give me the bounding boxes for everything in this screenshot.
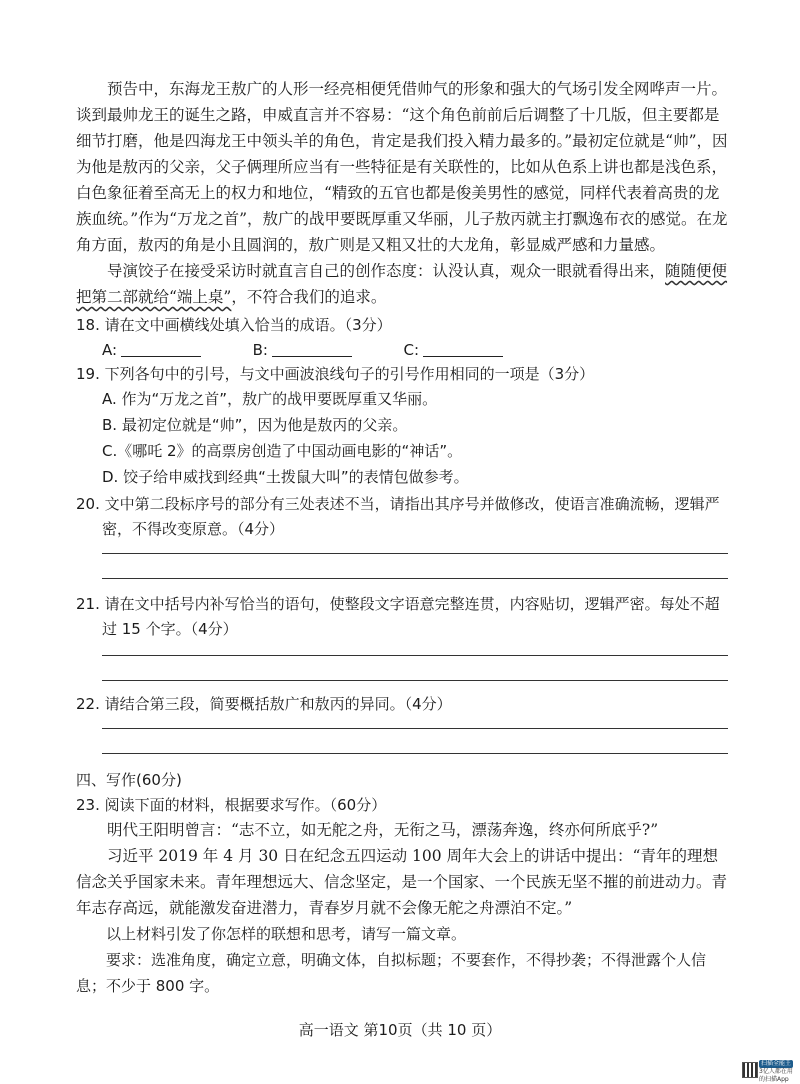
q18-blank-a[interactable] xyxy=(121,340,201,357)
section-4-title: 四、写作(60分) xyxy=(76,771,182,789)
q18-label-b: B: xyxy=(252,341,268,359)
question-18: 18. 请在文中画横线处填入恰当的成语。（3分） xyxy=(76,316,392,334)
question-19: 19. 下列各句中的引号，与文中画波浪线句子的引号作用相同的一项是（3分） xyxy=(76,365,595,383)
page-footer: 高一语文 第10页（共 10 页） xyxy=(298,1021,502,1039)
question-23: 23. 阅读下面的材料，根据要求写作。（60分） xyxy=(76,796,387,814)
q19-option-c: C.《哪吒 2》的高票房创造了中国动画电影的“神话”。 xyxy=(102,442,463,460)
q23-prompt: 以上材料引发了你怎样的联想和思考，请写一篇文章。 xyxy=(106,925,467,943)
passage-paragraph-1: 预告中，东海龙王敖广的人形一经亮相便凭借帅气的形象和强大的气场引发全网哗声一片。谈到最帅龙王的诞生之路，申威直言并不容易：“这个角色前前后后调整了十几版，但主要都是细节打磨，他是四海龙王中领头羊的角色，肯定是我们投入精力最多的。”最初定位就是“帅”，因为他是敖丙的父亲，父子俩理所应当有一些特征是有关联性的，比如从色系上讲也都是浅色系，白色象征着至高无上的权力和地位，“精致的五官也都是俊美男性的感觉，同样代表着高贵的龙族血统。”作为“万龙之首”，敖广的战甲要既厚重又华丽，儿子敖丙就主打飘逸布衣的感觉。在龙角方面，敖丙的角是小且圆润的，敖广则是又粗又壮的大龙角，彰显威严感和力量感。 xyxy=(76,80,728,254)
passage-p2-end: ，不符合我们的追求。 xyxy=(231,288,387,306)
question-22: 22. 请结合第三段，简要概括敖广和敖丙的异同。（4分） xyxy=(76,695,452,713)
q21-answer-line-2[interactable] xyxy=(102,680,728,681)
q19-option-a: A. 作为“万龙之首”，敖广的战甲要既厚重又华丽。 xyxy=(102,390,438,408)
q18-blank-b[interactable] xyxy=(272,340,352,357)
question-21-line-1: 21. 请在文中括号内补写恰当的语句，使整段文字语意完整连贯，内容贴切，逻辑严密。每处不超 xyxy=(76,595,720,613)
passage-p2-start: 导演饺子在接受采访时就直言自己的创作态度：认没认真，观众一眼就看得出来， xyxy=(107,262,666,280)
q22-answer-line-2[interactable] xyxy=(102,753,728,754)
q23-material xyxy=(76,817,728,999)
q19-option-b: B. 最初定位就是“帅”，因为他是敖丙的父亲。 xyxy=(102,416,408,434)
q23-material-2: 习近平 2019 年 4 月 30 日在纪念五四运动 100 周年大会上的讲话中提出：“青年的理想信念关乎国家未来。青年理想远大、信念坚定，是一个国家、一个民族无坚不摧的前进动力。青年志存高远，就能激发奋进潜力，青春岁月就不会像无舵之舟漂泊不定。” xyxy=(76,847,728,917)
q18-label-c: C: xyxy=(403,341,420,359)
q20-answer-line-2[interactable] xyxy=(102,578,728,579)
q23-requirements: 要求：选准角度，确定立意，明确文体，自拟标题；不要套作，不得抄袭；不得泄露个人信息；不少于 800 字。 xyxy=(76,951,707,995)
question-20-line-2: 密，不得改变原意。（4分） xyxy=(102,520,285,538)
q21-answer-line-1[interactable] xyxy=(102,655,728,656)
scanner-subtitle: 3亿人都在用的扫描App xyxy=(759,1068,793,1083)
q19-option-d: D. 饺子给申威找到经典“土拨鼠大叫”的表情包做参考。 xyxy=(102,468,469,486)
reading-passage xyxy=(76,76,728,310)
question-20-line-1: 20. 文中第二段标序号的部分有三处表述不当，请指出其序号并做修改，使语言准确流畅，逻辑严 xyxy=(76,495,720,513)
scanner-watermark xyxy=(759,1060,797,1083)
q18-label-a: A: xyxy=(102,341,118,359)
q18-blanks xyxy=(102,337,509,363)
wavy-underlined-sentence: 随随便便把第二部就给“端上桌” xyxy=(76,262,728,306)
q22-answer-line-1[interactable] xyxy=(102,728,728,729)
question-21-line-2: 过 15 个字。（4分） xyxy=(102,620,238,638)
q23-material-1: 明代王阳明曾言：“志不立，如无舵之舟，无衔之马，漂荡奔逸，终亦何所底乎?” xyxy=(107,821,659,839)
qr-code-icon xyxy=(742,1062,758,1078)
q20-answer-line-1[interactable] xyxy=(102,553,728,554)
q18-blank-c[interactable] xyxy=(423,340,503,357)
scanner-brand: 扫描全能王 xyxy=(761,1060,792,1067)
passage-paragraph-2 xyxy=(76,258,728,310)
